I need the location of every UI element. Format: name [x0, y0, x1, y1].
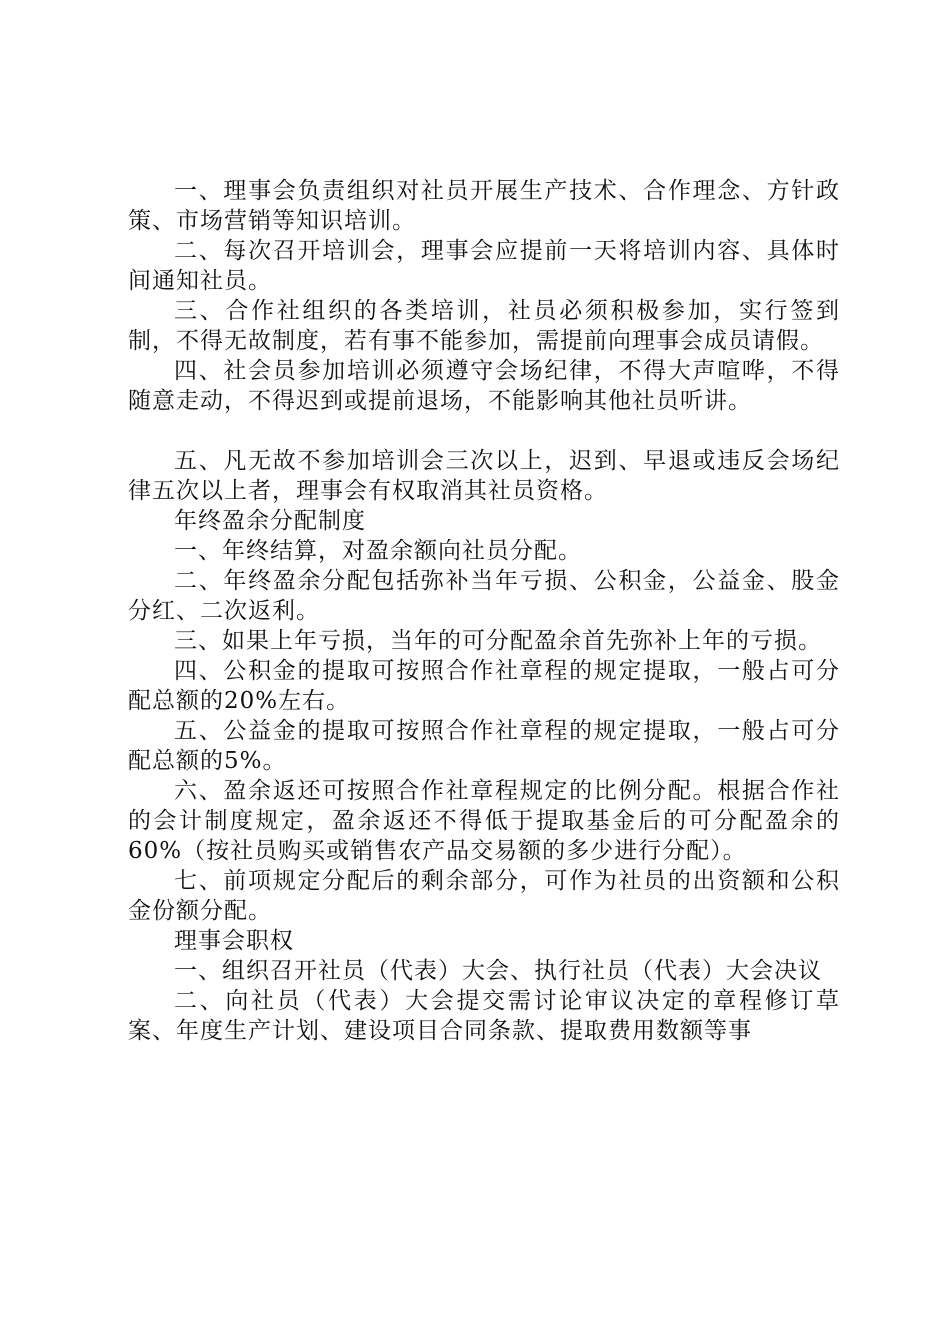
paragraph-training-2: 二、每次召开培训会，理事会应提前一天将培训内容、具体时间通知社员。 [128, 238, 840, 294]
paragraph-training-3: 三、合作社组织的各类培训，社员必须积极参加，实行签到制，不得无故制度，若有事不能参加，需提前向理事会成员请假。 [128, 298, 840, 354]
paragraph-surplus-2: 二、年终盈余分配包括弥补当年亏损、公积金，公益金、股金分红、二次返利。 [128, 568, 840, 624]
paragraph-board-2: 二、向社员（代表）大会提交需讨论审议决定的章程修订草案、年度生产计划、建设项目合同条款、提取费用数额等事 [128, 988, 840, 1044]
paragraph-surplus-3: 三、如果上年亏损，当年的可分配盈余首先弥补上年的亏损。 [174, 628, 822, 654]
blank-line [128, 416, 840, 446]
section-heading-surplus-distribution: 年终盈余分配制度 [174, 508, 366, 534]
paragraph-surplus-7: 七、前项规定分配后的剩余部分，可作为社员的出资额和公积金份额分配。 [128, 868, 840, 924]
document-page [128, 176, 840, 1046]
paragraph-board-1: 一、组织召开社员（代表）大会、执行社员（代表）大会决议 [174, 958, 822, 984]
paragraph-training-1: 一、理事会负责组织对社员开展生产技术、合作理念、方针政策、市场营销等知识培训。 [128, 178, 840, 234]
paragraph-training-4: 四、社会员参加培训必须遵守会场纪律，不得大声喧哗，不得随意走动，不得迟到或提前退场，不能影响其他社员听讲。 [128, 358, 840, 414]
paragraph-surplus-5: 五、公益金的提取可按照合作社章程的规定提取，一般占可分配总额的5%。 [128, 718, 840, 774]
paragraph-surplus-6: 六、盈余返还可按照合作社章程规定的比例分配。根据合作社的会计制度规定，盈余返还不得低于提取基金后的可分配盈余的60%（按社员购买或销售农产品交易额的多少进行分配）。 [128, 778, 840, 864]
section-heading-board-powers: 理事会职权 [174, 928, 294, 954]
paragraph-training-5: 五、凡无故不参加培训会三次以上，迟到、早退或违反会场纪律五次以上者，理事会有权取消其社员资格。 [128, 448, 840, 504]
paragraph-surplus-4: 四、公积金的提取可按照合作社章程的规定提取，一般占可分配总额的20%左右。 [128, 658, 840, 714]
paragraph-surplus-1: 一、年终结算，对盈余额向社员分配。 [174, 538, 582, 564]
